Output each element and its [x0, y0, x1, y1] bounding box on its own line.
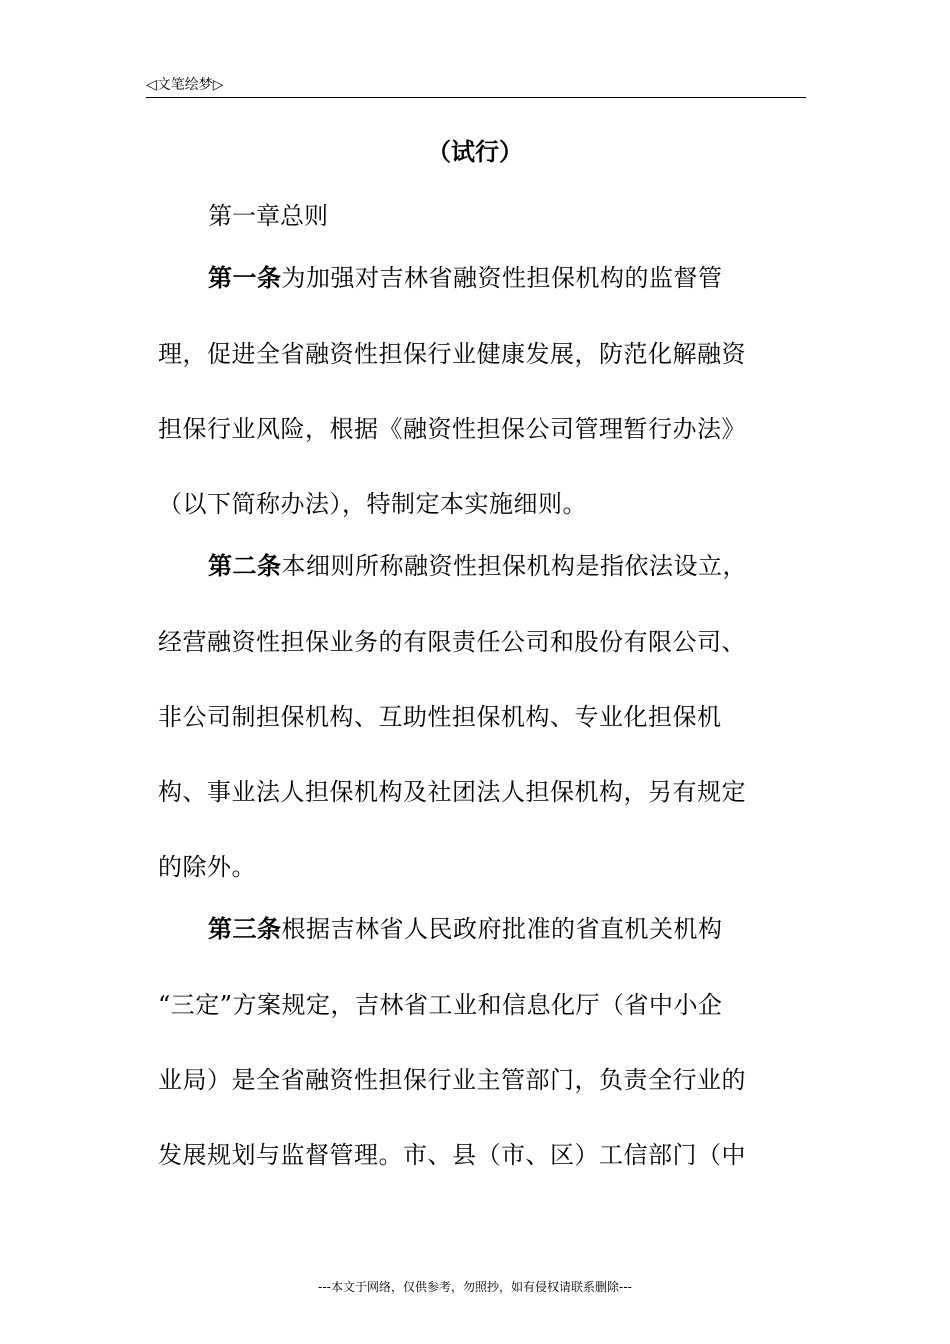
- line-text: 的除外。: [158, 853, 256, 881]
- chapter-heading: 第一章总则: [208, 202, 328, 230]
- paragraph-line: [158, 847, 778, 882]
- paragraph-line: [158, 1060, 778, 1095]
- paragraph-line: [158, 484, 778, 519]
- line-text: 构、事业法人担保机构及社团法人担保机构，另有规定: [158, 778, 746, 806]
- line-text: 理，促进全省融资性担保行业健康发展，防范化解融资: [158, 340, 746, 368]
- page-header: ◁文笔绘梦▷: [146, 77, 224, 93]
- line-text: 本细则所称融资性担保机构是指依法设立，: [281, 552, 747, 580]
- paragraph-line: [208, 258, 828, 293]
- line-text: 经营融资性担保业务的有限责任公司和股份有限公司、: [158, 628, 746, 656]
- line-text: 非公司制担保机构、互助性担保机构、专业化担保机: [158, 703, 722, 731]
- line-text: （以下简称办法），特制定本实施细则。: [158, 490, 587, 518]
- line-text: 根据吉林省人民政府批准的省直机关机构: [281, 915, 723, 943]
- paragraph-line: [158, 985, 778, 1020]
- article-label: 第一条: [208, 264, 282, 292]
- article-label: 第三条: [208, 915, 282, 943]
- paragraph-line: [208, 546, 828, 581]
- paragraph-line: [158, 409, 778, 444]
- paragraph-line: [158, 622, 778, 657]
- document-title: （试行）: [427, 138, 523, 166]
- paragraph-line: [208, 909, 828, 944]
- line-text: “三定”方案规定，吉林省工业和信息化厅（省中小企: [158, 991, 723, 1019]
- line-text: 业局）是全省融资性担保行业主管部门，负责全行业的: [158, 1066, 746, 1094]
- page-footer: ---本文于网络，仅供参考，勿照抄，如有侵权请联系删除---: [318, 1280, 632, 1294]
- paragraph-line: [158, 1135, 778, 1170]
- paragraph-line: [158, 772, 778, 807]
- paragraph-line: [158, 697, 778, 732]
- line-text: 发展规划与监督管理。市、县（市、区）工信部门（中: [158, 1141, 746, 1169]
- paragraph-line: [158, 334, 778, 369]
- line-text: 为加强对吉林省融资性担保机构的监督管: [281, 264, 723, 292]
- line-text: 担保行业风险，根据《融资性担保公司管理暂行办法》: [158, 415, 746, 443]
- header-divider: [146, 97, 806, 98]
- article-label: 第二条: [208, 552, 282, 580]
